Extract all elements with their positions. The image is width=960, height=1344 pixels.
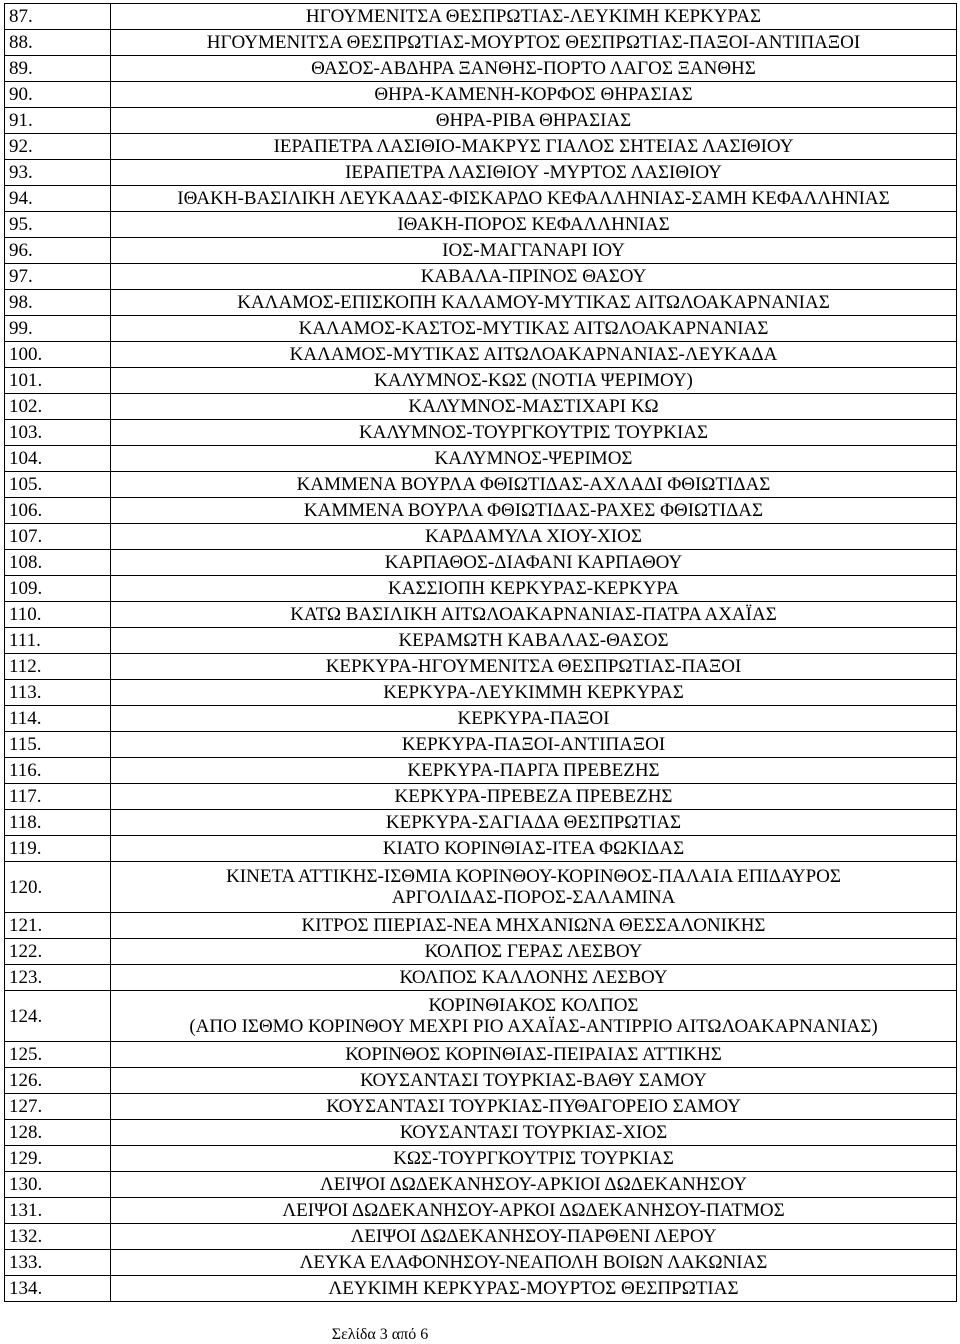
table-row [5, 784, 957, 810]
route-name-cell [111, 108, 957, 134]
table-row [5, 420, 957, 446]
route-name-cell [111, 472, 957, 498]
route-name-cell [111, 186, 957, 212]
route-name: ΚΑΜΜΕΝΑ ΒΟΥΡΛΑ ΦΘΙΩΤΙΔΑΣ-ΑΧΛΑΔΙ ΦΘΙΩΤΙΔΑΣ [296, 474, 771, 495]
row-number: 126. [5, 1068, 111, 1094]
route-name: ΚΕΡΚΥΡΑ-ΠΑΞΟΙ [457, 708, 610, 729]
table-row [5, 602, 957, 628]
route-name-cell [111, 550, 957, 576]
row-number: 120. [5, 862, 111, 913]
route-name: ΚΑΛΥΜΝΟΣ-ΚΩΣ (ΝΟΤΙΑ ΨΕΡΙΜΟΥ) [374, 370, 693, 391]
row-number: 93. [5, 160, 111, 186]
route-name: ΑΡΓΟΛΙΔΑΣ-ΠΟΡΟΣ-ΣΑΛΑΜΙΝΑ [391, 887, 676, 908]
table-row [5, 758, 957, 784]
table-row [5, 160, 957, 186]
route-name-cell [111, 56, 957, 82]
route-name-cell [111, 576, 957, 602]
route-name-cell [111, 524, 957, 550]
table-row [5, 82, 957, 108]
table-row [5, 1250, 957, 1276]
table-row [5, 342, 957, 368]
table-row [5, 108, 957, 134]
row-number: 107. [5, 524, 111, 550]
route-name: ΛΕΙΨΟΙ ΔΩΔΕΚΑΝΗΣΟΥ-ΠΑΡΘΕΝΙ ΛΕΡΟΥ [350, 1226, 717, 1247]
row-number: 125. [5, 1042, 111, 1068]
row-number: 124. [5, 991, 111, 1042]
row-number: 118. [5, 810, 111, 836]
row-number: 115. [5, 732, 111, 758]
row-number: 106. [5, 498, 111, 524]
table-row [5, 1172, 957, 1198]
table-row [5, 550, 957, 576]
route-name: ΚΕΡΚΥΡΑ-ΣΑΓΙΑΔΑ ΘΕΣΠΡΩΤΙΑΣ [385, 812, 682, 833]
table-row [5, 368, 957, 394]
route-name-cell [111, 810, 957, 836]
route-name-cell [111, 1250, 957, 1276]
row-number: 88. [5, 30, 111, 56]
route-name: ΚΑΜΜΕΝΑ ΒΟΥΡΛΑ ΦΘΙΩΤΙΔΑΣ-ΡΑΧΕΣ ΦΘΙΩΤΙΔΑΣ [303, 500, 764, 521]
row-number: 134. [5, 1276, 111, 1302]
page-number-label: Σελίδα 3 από 6 [331, 1326, 429, 1343]
table-row [5, 30, 957, 56]
route-name-cell [111, 4, 957, 30]
route-name: ΚΟΡΙΝΘΟΣ ΚΟΡΙΝΘΙΑΣ-ΠΕΙΡΑΙΑΣ ΑΤΤΙΚΗΣ [345, 1044, 722, 1065]
table-row [5, 498, 957, 524]
route-name-cell [111, 1094, 957, 1120]
page-footer [0, 1326, 760, 1344]
row-number: 128. [5, 1120, 111, 1146]
table-row [5, 680, 957, 706]
route-name-cell [111, 212, 957, 238]
route-name-cell [111, 706, 957, 732]
row-number: 105. [5, 472, 111, 498]
row-number: 90. [5, 82, 111, 108]
row-number: 95. [5, 212, 111, 238]
route-name-cell [111, 420, 957, 446]
route-name: ΚΑΡΠΑΘΟΣ-ΔΙΑΦΑΝΙ ΚΑΡΠΑΘΟΥ [384, 552, 683, 573]
route-name-cell [111, 836, 957, 862]
route-name-cell [111, 394, 957, 420]
table-row [5, 316, 957, 342]
route-name-cell [111, 939, 957, 965]
route-name: ΚΕΡΚΥΡΑ-ΠΑΞΟΙ-ΑΝΤΙΠΑΞΟΙ [401, 734, 666, 755]
row-number: 87. [5, 4, 111, 30]
route-name-cell [111, 602, 957, 628]
route-name: ΚΕΡΑΜΩΤΗ ΚΑΒΑΛΑΣ-ΘΑΣΟΣ [398, 630, 669, 651]
route-name: ΙΘΑΚΗ-ΠΟΡΟΣ ΚΕΦΑΛΛΗΝΙΑΣ [397, 214, 670, 235]
table-row [5, 1276, 957, 1302]
row-number: 122. [5, 939, 111, 965]
route-name: ΚΕΡΚΥΡΑ-ΠΡΕΒΕΖΑ ΠΡΕΒΕΖΗΣ [394, 786, 673, 807]
row-number: 129. [5, 1146, 111, 1172]
row-number: 123. [5, 965, 111, 991]
route-name: ΗΓΟΥΜΕΝΙΤΣΑ ΘΕΣΠΡΩΤΙΑΣ-ΛΕΥΚΙΜΗ ΚΕΡΚΥΡΑΣ [305, 6, 762, 27]
row-number: 100. [5, 342, 111, 368]
route-name-cell [111, 1042, 957, 1068]
table-row [5, 446, 957, 472]
row-number: 130. [5, 1172, 111, 1198]
table-row [5, 654, 957, 680]
route-name-cell [111, 238, 957, 264]
route-name: ΚΙΑΤΟ ΚΟΡΙΝΘΙΑΣ-ΙΤΕΑ ΦΩΚΙΔΑΣ [382, 838, 685, 859]
route-name-cell [111, 160, 957, 186]
route-name: ΚΩΣ-ΤΟΥΡΓΚΟΥΤΡΙΣ ΤΟΥΡΚΙΑΣ [393, 1148, 674, 1169]
route-name-cell [111, 1146, 957, 1172]
row-number: 112. [5, 654, 111, 680]
table-row [5, 810, 957, 836]
table-row [5, 290, 957, 316]
row-number: 127. [5, 1094, 111, 1120]
row-number: 110. [5, 602, 111, 628]
table-row [5, 836, 957, 862]
route-name-cell [111, 1172, 957, 1198]
row-number: 91. [5, 108, 111, 134]
route-name: ΗΓΟΥΜΕΝΙΤΣΑ ΘΕΣΠΡΩΤΙΑΣ-ΜΟΥΡΤΟΣ ΘΕΣΠΡΩΤΙΑΣ-ΠΑΞΟΙ-ΑΝΤΙΠΑΞΟΙ [206, 32, 861, 53]
table-row [5, 991, 957, 1042]
table-row [5, 264, 957, 290]
table-row [5, 576, 957, 602]
route-name: ΛΕΙΨΟΙ ΔΩΔΕΚΑΝΗΣΟΥ-ΑΡΚΟΙ ΔΩΔΕΚΑΝΗΣΟΥ-ΠΑΤΜΟΣ [282, 1200, 785, 1221]
row-number: 101. [5, 368, 111, 394]
route-name: ΚΟΥΣΑΝΤΑΣΙ ΤΟΥΡΚΙΑΣ-ΠΥΘΑΓΟΡΕΙΟ ΣΑΜΟΥ [326, 1096, 741, 1117]
route-name: ΚΙΝΕΤΑ ΑΤΤΙΚΗΣ-ΙΣΘΜΙΑ ΚΟΡΙΝΘΟΥ-ΚΟΡΙΝΘΟΣ-ΠΑΛΑΙΑ ΕΠΙΔΑΥΡΟΣ [226, 866, 841, 887]
route-name-cell [111, 446, 957, 472]
table-row [5, 706, 957, 732]
route-name: ΘΗΡΑ-ΡΙΒΑ ΘΗΡΑΣΙΑΣ [435, 110, 632, 131]
route-name: ΚΑΛΑΜΟΣ-ΕΠΙΣΚΟΠΗ ΚΑΛΑΜΟΥ-ΜΥΤΙΚΑΣ ΑΙΤΩΛΟΑΚΑΡΝΑΝΙΑΣ [237, 292, 830, 313]
routes-table-body [5, 4, 957, 1302]
table-row [5, 394, 957, 420]
row-number: 133. [5, 1250, 111, 1276]
route-name: (ΑΠΟ ΙΣΘΜΟ ΚΟΡΙΝΘΟΥ ΜΕΧΡΙ ΡΙΟ ΑΧΑΪΑΣ-ΑΝΤΙΡΡΙΟ ΑΙΤΩΛΟΑΚΑΡΝΑΝΙΑΣ) [189, 1016, 878, 1037]
route-name-cell [111, 30, 957, 56]
table-row [5, 134, 957, 160]
route-name-cell [111, 732, 957, 758]
table-row [5, 212, 957, 238]
route-name: ΚΑΣΣΙΟΠΗ ΚΕΡΚΥΡΑΣ-ΚΕΡΚΥΡΑ [388, 578, 679, 599]
route-name: ΘΑΣΟΣ-ΑΒΔΗΡΑ ΞΑΝΘΗΣ-ΠΟΡΤΟ ΛΑΓΟΣ ΞΑΝΘΗΣ [311, 58, 756, 79]
route-name: ΘΗΡΑ-ΚΑΜΕΝΗ-ΚΟΡΦΟΣ ΘΗΡΑΣΙΑΣ [374, 84, 693, 105]
route-name-cell [111, 134, 957, 160]
table-row [5, 965, 957, 991]
route-name-cell [111, 1198, 957, 1224]
route-name-cell [111, 316, 957, 342]
routes-table [4, 3, 957, 1302]
row-number: 102. [5, 394, 111, 420]
table-row [5, 56, 957, 82]
row-number: 98. [5, 290, 111, 316]
route-name-cell [111, 784, 957, 810]
route-name-cell [111, 342, 957, 368]
route-name: ΚΟΛΠΟΣ ΓΕΡΑΣ ΛΕΣΒΟΥ [424, 941, 643, 962]
row-number: 132. [5, 1224, 111, 1250]
row-number: 99. [5, 316, 111, 342]
route-name-cell [111, 1276, 957, 1302]
route-name: ΚΟΛΠΟΣ ΚΑΛΛΟΝΗΣ ΛΕΣΒΟΥ [399, 967, 668, 988]
row-number: 111. [5, 628, 111, 654]
row-number: 109. [5, 576, 111, 602]
row-number: 89. [5, 56, 111, 82]
table-row [5, 472, 957, 498]
row-number: 94. [5, 186, 111, 212]
route-name-cell [111, 1068, 957, 1094]
table-row [5, 1094, 957, 1120]
row-number: 117. [5, 784, 111, 810]
route-name: ΚΑΤΩ ΒΑΣΙΛΙΚΗ ΑΙΤΩΛΟΑΚΑΡΝΑΝΙΑΣ-ΠΑΤΡΑ ΑΧΑΪΑΣ [290, 604, 777, 625]
route-name-cell [111, 1120, 957, 1146]
route-name-cell [111, 498, 957, 524]
route-name-cell [111, 290, 957, 316]
table-row [5, 913, 957, 939]
table-row [5, 238, 957, 264]
route-name-cell [111, 628, 957, 654]
table-row [5, 628, 957, 654]
route-name: ΚΕΡΚΥΡΑ-ΠΑΡΓΑ ΠΡΕΒΕΖΗΣ [407, 760, 660, 781]
row-number: 113. [5, 680, 111, 706]
route-name: ΚΟΥΣΑΝΤΑΣΙ ΤΟΥΡΚΙΑΣ-ΒΑΘΥ ΣΑΜΟΥ [360, 1070, 707, 1091]
route-name: ΚΑΛΑΜΟΣ-ΜΥΤΙΚΑΣ ΑΙΤΩΛΟΑΚΑΡΝΑΝΙΑΣ-ΛΕΥΚΑΔΑ [289, 344, 778, 365]
route-name: ΚΑΛΥΜΝΟΣ-ΜΑΣΤΙΧΑΡΙ ΚΩ [408, 396, 659, 417]
table-row [5, 1042, 957, 1068]
route-name: ΚΑΛΥΜΝΟΣ-ΨΕΡΙΜΟΣ [434, 448, 633, 469]
route-name: ΙΕΡΑΠΕΤΡΑ ΛΑΣΙΘΙΟ-ΜΑΚΡΥΣ ΓΙΑΛΟΣ ΣΗΤΕΙΑΣ ΛΑΣΙΘΙΟΥ [273, 136, 794, 157]
table-row [5, 1068, 957, 1094]
table-row [5, 1198, 957, 1224]
route-name: ΛΕΥΚΙΜΗ ΚΕΡΚΥΡΑΣ-ΜΟΥΡΤΟΣ ΘΕΣΠΡΩΤΙΑΣ [328, 1278, 739, 1299]
route-name-cell [111, 264, 957, 290]
route-name-cell [111, 654, 957, 680]
route-name: ΛΕΥΚΑ ΕΛΑΦΟΝΗΣΟΥ-ΝΕΑΠΟΛΗ ΒΟΙΩΝ ΛΑΚΩΝΙΑΣ [299, 1252, 768, 1273]
route-name: ΚΑΒΑΛΑ-ΠΡΙΝΟΣ ΘΑΣΟΥ [420, 266, 647, 287]
route-name: ΛΕΙΨΟΙ ΔΩΔΕΚΑΝΗΣΟΥ-ΑΡΚΙΟΙ ΔΩΔΕΚΑΝΗΣΟΥ [319, 1174, 747, 1195]
table-row [5, 524, 957, 550]
row-number: 121. [5, 913, 111, 939]
row-number: 97. [5, 264, 111, 290]
table-row [5, 4, 957, 30]
route-name-cell [111, 82, 957, 108]
row-number: 131. [5, 1198, 111, 1224]
route-name: ΚΑΛΥΜΝΟΣ-ΤΟΥΡΓΚΟΥΤΡΙΣ ΤΟΥΡΚΙΑΣ [358, 422, 709, 443]
route-name: ΙΟΣ-ΜΑΓΓΑΝΑΡΙ ΙΟΥ [442, 240, 625, 261]
route-name-cell [111, 965, 957, 991]
table-row [5, 1120, 957, 1146]
route-name-cell [111, 758, 957, 784]
route-name: ΚΕΡΚΥΡΑ-ΗΓΟΥΜΕΝΙΤΣΑ ΘΕΣΠΡΩΤΙΑΣ-ΠΑΞΟΙ [325, 656, 742, 677]
table-row [5, 1146, 957, 1172]
table-row [5, 862, 957, 913]
route-name-cell [111, 1224, 957, 1250]
row-number: 114. [5, 706, 111, 732]
row-number: 92. [5, 134, 111, 160]
route-name-cell [111, 368, 957, 394]
row-number: 104. [5, 446, 111, 472]
row-number: 96. [5, 238, 111, 264]
row-number: 103. [5, 420, 111, 446]
route-name: ΚΕΡΚΥΡΑ-ΛΕΥΚΙΜΜΗ ΚΕΡΚΥΡΑΣ [383, 682, 684, 703]
route-name: ΚΙΤΡΟΣ ΠΙΕΡΙΑΣ-ΝΕΑ ΜΗΧΑΝΙΩΝΑ ΘΕΣΣΑΛΟΝΙΚΗΣ [301, 915, 766, 936]
row-number: 119. [5, 836, 111, 862]
row-number: 108. [5, 550, 111, 576]
table-row [5, 1224, 957, 1250]
route-name-cell [111, 680, 957, 706]
route-name: ΚΟΥΣΑΝΤΑΣΙ ΤΟΥΡΚΙΑΣ-ΧΙΟΣ [399, 1122, 668, 1143]
route-name: ΙΘΑΚΗ-ΒΑΣΙΛΙΚΗ ΛΕΥΚΑΔΑΣ-ΦΙΣΚΑΡΔΟ ΚΕΦΑΛΛΗΝΙΑΣ-ΣΑΜΗ ΚΕΦΑΛΛΗΝΙΑΣ [177, 188, 890, 209]
route-name: ΚΟΡΙΝΘΙΑΚΟΣ ΚΟΛΠΟΣ [428, 995, 639, 1016]
route-name-cell [111, 913, 957, 939]
table-row [5, 186, 957, 212]
route-name: ΚΑΡΔΑΜΥΛΑ ΧΙΟΥ-ΧΙΟΣ [425, 526, 642, 547]
table-row [5, 939, 957, 965]
route-name-cell [111, 862, 957, 913]
route-name: ΚΑΛΑΜΟΣ-ΚΑΣΤΟΣ-ΜΥΤΙΚΑΣ ΑΙΤΩΛΟΑΚΑΡΝΑΝΙΑΣ [298, 318, 769, 339]
table-row [5, 732, 957, 758]
row-number: 116. [5, 758, 111, 784]
route-name: ΙΕΡΑΠΕΤΡΑ ΛΑΣΙΘΙΟΥ -ΜΥΡΤΟΣ ΛΑΣΙΘΙΟΥ [345, 162, 722, 183]
route-name-cell [111, 991, 957, 1042]
